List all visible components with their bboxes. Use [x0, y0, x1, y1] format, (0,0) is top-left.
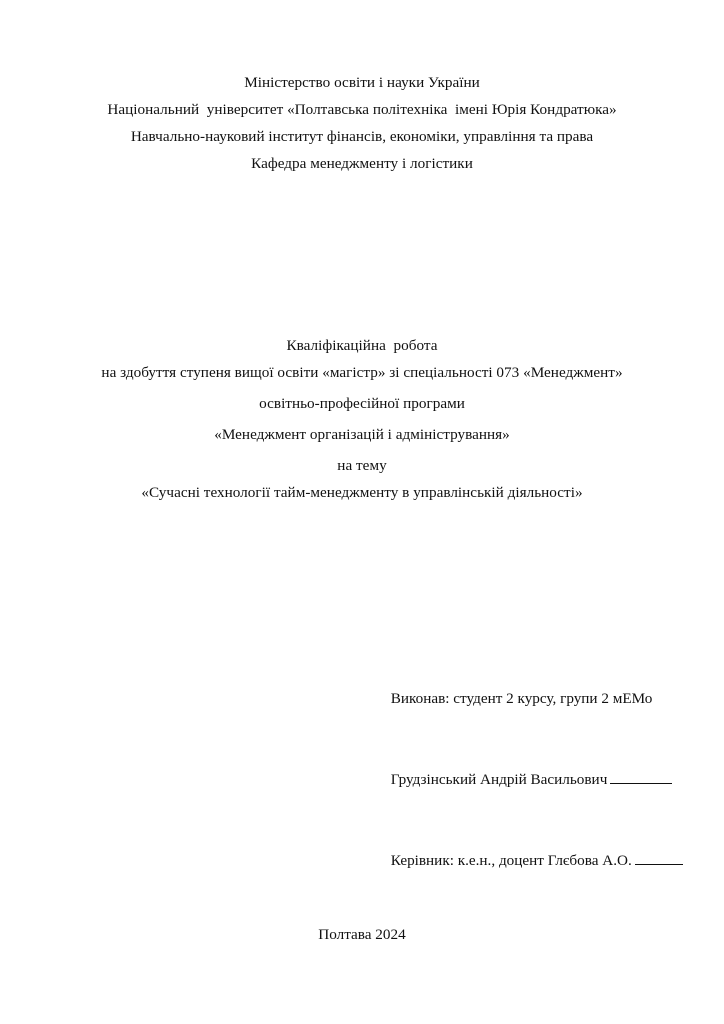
supervisor-signature-rule: [635, 851, 683, 865]
institute-line: Навчально-науковий інститут фінансів, економіки, управління та права: [130, 128, 594, 145]
ministry-line: Міністерство освіти і науки України: [244, 74, 480, 91]
signature-block: [368, 658, 698, 901]
author-role-line: [368, 658, 698, 739]
program-name-line: «Менеджмент організацій і адміністрування»: [214, 426, 510, 443]
thesis-topic-line: «Сучасні технології тайм-менеджменту в управлінській діяльності»: [141, 484, 583, 501]
supervisor-line: [368, 820, 698, 901]
topic-label-line: на тему: [337, 457, 387, 474]
place-year-line: Полтава 2024: [318, 926, 406, 943]
author-role-text: Виконав: студент 2 курсу, групи 2 мЕМо: [390, 690, 653, 707]
author-name-line: [368, 739, 698, 820]
program-label-line: освітньо-професійної програми: [259, 395, 465, 412]
author-signature-rule: [610, 770, 672, 784]
supervisor-text: Керівник: к.е.н., доцент Глєбова А.О.: [390, 852, 632, 869]
work-type-line: Кваліфікаційна робота: [286, 337, 438, 354]
department-line: Кафедра менеджменту і логістики: [251, 155, 473, 172]
author-name-text: Грудзінський Андрій Васильович: [390, 771, 608, 788]
university-line: Національний університет «Полтавська політехніка імені Юрія Кондратюка»: [107, 101, 617, 118]
degree-specialty-line: на здобуття ступеня вищої освіти «магістр» зі спеціальності 073 «Менеджмент»: [101, 364, 623, 381]
